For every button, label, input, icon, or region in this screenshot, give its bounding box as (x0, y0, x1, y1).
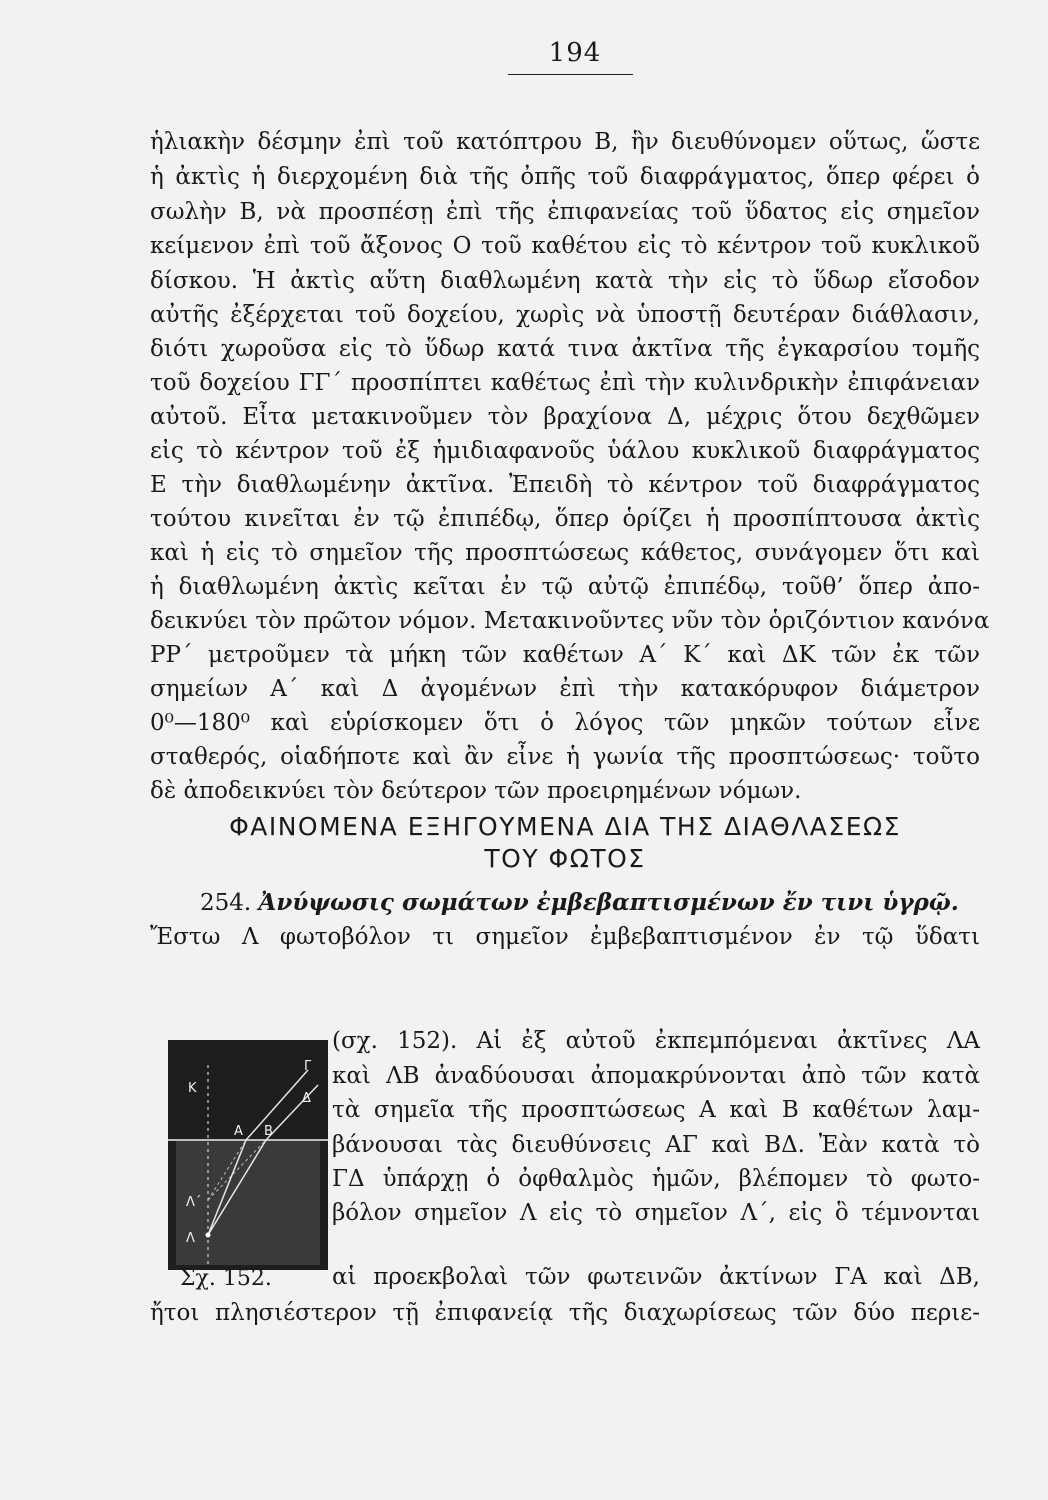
body-line: ἡ ἀκτὶς ἡ διερχομένη διὰ τῆς ὀπῆς τοῦ διαφράγματος, ὅπερ φέρει ὁ (150, 164, 980, 190)
body-line: βόλον σημεῖον Λ εἰς τὸ σημεῖον Λ΄, εἰς ὃ τέμνονται (332, 1200, 980, 1226)
section-heading: ΦΑΙΝΟΜΕΝΑ ΕΞΗΓΟΥΜΕΝΑ ΔΙΑ ΤΗΣ ΔΙΑΘΛΑΣΕΩΣ (229, 812, 901, 841)
body-line: ἡλιακὴν δέσμην ἐπὶ τοῦ κατόπτρου Β, ἣν διευθύνομεν οὕτως, ὥστε (150, 129, 980, 155)
figure-label: Α (234, 1124, 243, 1139)
body-line: αὐτῆς ἐξέρχεται τοῦ δοχείου, χωρὶς νὰ ὑποστῇ δευτέραν διάθλασιν, (150, 302, 980, 328)
refraction-diagram (168, 1040, 328, 1270)
body-line: καὶ ΛΒ ἀναδύουσαι ἀπομακρύνονται ἀπὸ τῶν κατὰ (332, 1063, 980, 1089)
body-line: σωλὴν Β, νὰ προσπέσῃ ἐπὶ τῆς ἐπιφανείας τοῦ ὕδατος εἰς σημεῖον (150, 199, 980, 225)
page-number-rule (508, 74, 633, 75)
body-line: δίσκου. Ἡ ἀκτὶς αὕτη διαθλωμένη κατὰ τὴν εἰς τὸ ὕδωρ εἴσοδον (150, 268, 980, 294)
body-line: Ε τὴν διαθλωμένην ἀκτῖνα. Ἐπειδὴ τὸ κέντρον τοῦ διαφράγματος (150, 472, 980, 498)
figure-label: Γ (304, 1059, 312, 1074)
body-line: τούτου κινεῖται ἐν τῷ ἐπιπέδῳ, ὅπερ ὁρίζει ἡ προσπίπτουσα ἀκτὶς (150, 506, 980, 532)
body-line: διότι χωροῦσα εἰς τὸ ὕδωρ κατά τινα ἀκτῖνα τῆς ἐγκαρσίου τομῆς (150, 336, 980, 362)
section-number: 254. (200, 890, 252, 916)
section-title-line (150, 888, 980, 918)
body-line: τοῦ δοχείου ΓΓ΄ προσπίπτει καθέτως ἐπὶ τὴν κυλινδρικὴν ἐπιφάνειαν (150, 370, 980, 396)
page-number: 194 (548, 38, 602, 68)
figure-152 (168, 1040, 328, 1270)
body-line: βάνουσαι τὰς διευθύνσεις ΑΓ καὶ ΒΔ. Ἐὰν κατὰ τὸ (332, 1132, 980, 1158)
body-line: ἤτοι πλησιέστερον τῇ ἐπιφανείᾳ τῆς διαχωρίσεως τῶν δύο περιε- (150, 1300, 980, 1326)
body-line: σταθερός, οἱαδήποτε καὶ ἂν εἶνε ἡ γωνία τῆς προσπτώσεως· τοῦτο (150, 744, 980, 770)
body-line: δεικνύει τὸν πρῶτον νόμον. Μετακινοῦντες νῦν τὸν ὁριζόντιον κανόνα (150, 608, 990, 634)
figure-label: Β (264, 1124, 273, 1139)
body-line: κείμενον ἐπὶ τοῦ ἄξονος Ο τοῦ καθέτου εἰς τὸ κέντρον τοῦ κυκλικοῦ (150, 233, 980, 259)
figure-label: Λ (186, 1231, 195, 1246)
section-title: Ἀνύψωσις σωμάτων ἐμβεβαπτισμένων ἔν τινι ὑγρῷ. (258, 889, 959, 916)
figure-label: Δ (302, 1091, 311, 1106)
figure-caption: Σχ. 152. (180, 1266, 272, 1291)
body-line: αἱ προεκβολαὶ τῶν φωτεινῶν ἀκτίνων ΓΑ καὶ ΔΒ, (332, 1264, 980, 1290)
body-line: ἡ διαθλωμένη ἀκτὶς κεῖται ἐν τῷ αὐτῷ ἐπιπέδῳ, τοῦθ’ ὅπερ ἀπο- (150, 574, 980, 600)
body-line: καὶ ἡ εἰς τὸ σημεῖον τῆς προσπτώσεως κάθετος, συνάγομεν ὅτι καὶ (150, 540, 980, 566)
body-line: δὲ ἀποδεικνύει τὸν δεύτερον τῶν προειρημένων νόμων. (150, 778, 802, 804)
body-line: (σχ. 152). Αἱ ἐξ αὐτοῦ ἐκπεμπόμεναι ἀκτῖνες ΛΑ (332, 1028, 980, 1054)
body-line: Ἔστω Λ φωτοβόλον τι σημεῖον ἐμβεβαπτισμένον ἐν τῷ ὕδατι (150, 924, 980, 950)
figure-label: Λ΄ (186, 1195, 202, 1210)
figure-label: Κ (188, 1081, 197, 1096)
body-line: σημείων Α΄ καὶ Δ ἀγομένων ἐπὶ τὴν κατακόρυφον διάμετρον (150, 676, 980, 702)
body-line: τὰ σημεῖα τῆς προσπτώσεως Α καὶ Β καθέτων λαμ- (332, 1097, 980, 1123)
body-line: αὐτοῦ. Εἶτα μετακινοῦμεν τὸν βραχίονα Δ, μέχρις ὅτου δεχθῶμεν (150, 404, 980, 430)
body-line: 0⁰—180⁰ καὶ εὑρίσκομεν ὅτι ὁ λόγος τῶν μηκῶν τούτων εἶνε (150, 710, 980, 736)
body-line: ΡΡ΄ μετροῦμεν τὰ μήκη τῶν καθέτων Α΄ Κ΄ καὶ ΔΚ τῶν ἐκ τῶν (150, 642, 980, 668)
section-heading-continued: ΤΟΥ ΦΩΤΟΣ (484, 844, 646, 873)
body-line: ΓΔ ὑπάρχῃ ὁ ὀφθαλμὸς ἡμῶν, βλέπομεν τὸ φωτο- (332, 1166, 980, 1192)
body-line: εἰς τὸ κέντρον τοῦ ἐξ ἡμιδιαφανοῦς ὑάλου κυκλικοῦ διαφράγματος (150, 438, 980, 464)
